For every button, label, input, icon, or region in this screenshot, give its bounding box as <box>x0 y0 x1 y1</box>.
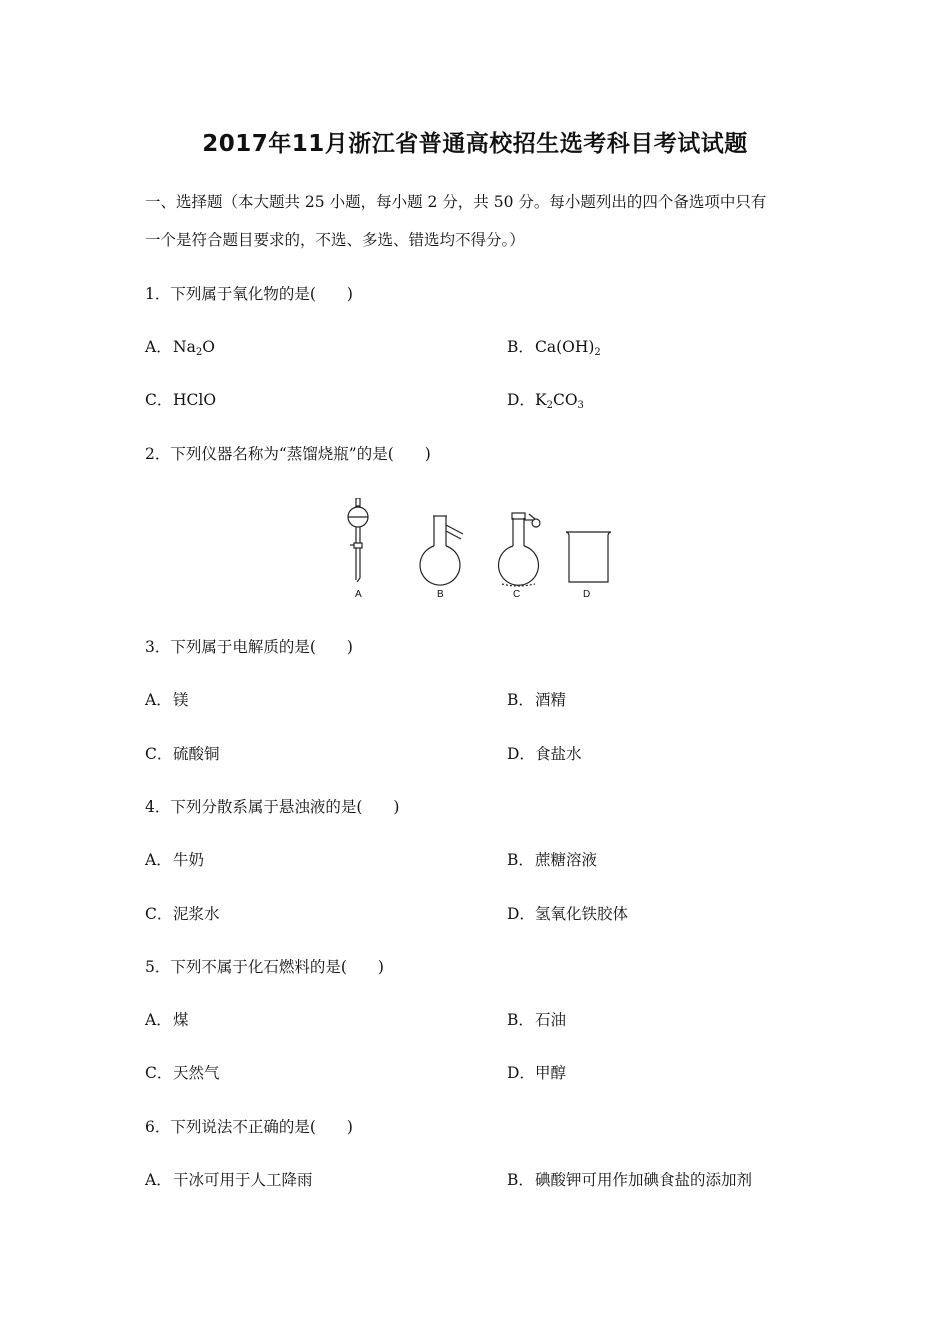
question-6-option-a <box>145 1168 313 1190</box>
question-1-option-d <box>507 388 584 411</box>
formula-subscript: 2 <box>195 347 203 358</box>
option-text: 煤 <box>173 1011 189 1029</box>
option-label: C． <box>145 391 173 409</box>
exam-title: 2017年11月浙江省普通高校招生选考科目考试试题 <box>202 131 748 157</box>
question-6-stem: 6．下列说法不正确的是( ) <box>145 1118 353 1136</box>
question-4-option-c <box>145 902 220 924</box>
formula-part: Na <box>173 338 196 356</box>
option-label: B． <box>507 338 534 356</box>
figure-label-a: A <box>355 589 362 600</box>
option-label: B． <box>507 1171 534 1189</box>
option-label: A． <box>145 1011 172 1029</box>
question-5-stem: 5．下列不属于化石燃料的是( ) <box>145 958 384 976</box>
question-3-stem: 3．下列属于电解质的是( ) <box>145 638 353 656</box>
option-text: 碘酸钾可用作加碘食盐的添加剂 <box>535 1171 753 1189</box>
question-4-stem: 4．下列分散系属于悬浊液的是( ) <box>145 798 400 816</box>
option-text: 食盐水 <box>535 745 582 763</box>
question-5-option-c <box>145 1061 220 1083</box>
section-instructions-line-1: 一、选择题（本大题共 25 小题，每小题 2 分，共 50 分。每小题列出的四个备选项中只有 <box>145 193 767 211</box>
question-2-stem: 2．下列仪器名称为“蒸馏烧瓶”的是( ) <box>145 445 431 463</box>
option-text: 甲醇 <box>535 1064 567 1082</box>
option-text: 天然气 <box>173 1064 220 1082</box>
figure-label-b: B <box>437 589 444 600</box>
flask-with-stopper-icon <box>499 513 541 586</box>
question-3-option-b <box>507 688 566 710</box>
question-1-option-b <box>507 335 601 358</box>
question-3-option-a <box>145 688 189 710</box>
lab-apparatus-figure <box>330 498 630 606</box>
separatory-funnel-icon <box>348 498 368 582</box>
option-label: D． <box>507 905 535 923</box>
question-1-option-a <box>145 335 215 358</box>
figure-label-c: C <box>513 589 521 600</box>
option-label: D． <box>507 745 535 763</box>
formula-part: Ca(OH) <box>535 338 595 356</box>
option-text: 干冰可用于人工降雨 <box>173 1171 313 1189</box>
question-1-option-c <box>145 388 216 410</box>
formula-subscript: 2 <box>594 347 601 358</box>
question-5-option-d <box>507 1061 566 1083</box>
option-text: 石油 <box>535 1011 567 1029</box>
formula-subscript: 3 <box>577 400 584 411</box>
question-3-option-c <box>145 742 220 764</box>
option-text: 牛奶 <box>173 851 205 869</box>
formula-part: HClO <box>173 391 217 409</box>
option-label: C． <box>145 745 173 763</box>
option-text: 酒精 <box>535 691 567 709</box>
option-label: B． <box>507 851 534 869</box>
question-6-option-b <box>507 1168 752 1190</box>
option-label: A． <box>145 691 172 709</box>
figure-label-d: D <box>583 589 591 600</box>
formula-part: O <box>202 338 215 356</box>
question-4-option-d <box>507 902 628 924</box>
question-1-stem: 1．下列属于氧化物的是( ) <box>145 285 353 303</box>
beaker-icon <box>566 532 611 582</box>
question-5-option-b <box>507 1008 566 1030</box>
option-text: 镁 <box>173 691 189 709</box>
formula-part: K <box>535 391 547 409</box>
option-label: B． <box>507 1011 534 1029</box>
option-label: A． <box>145 1171 172 1189</box>
question-4-option-b <box>507 848 597 870</box>
option-label: C． <box>145 905 173 923</box>
option-label: D． <box>507 1064 535 1082</box>
option-label: B． <box>507 691 534 709</box>
question-5-option-a <box>145 1008 189 1030</box>
option-label: D． <box>507 391 535 409</box>
question-4-option-a <box>145 848 204 870</box>
section-instructions-line-2: 一个是符合题目要求的，不选、多选、错选均不得分。） <box>145 231 525 249</box>
option-label: A． <box>145 851 172 869</box>
flask-with-side-arm-icon <box>420 516 463 585</box>
option-label: C． <box>145 1064 173 1082</box>
option-label: A． <box>145 338 172 356</box>
formula-subscript: 2 <box>546 400 553 411</box>
option-text: 泥浆水 <box>173 905 220 923</box>
option-text: 硫酸铜 <box>173 745 220 763</box>
formula-part: CO <box>552 391 578 409</box>
option-text: 氢氧化铁胶体 <box>535 905 629 923</box>
option-text: 蔗糖溶液 <box>535 851 598 869</box>
question-3-option-d <box>507 742 582 764</box>
